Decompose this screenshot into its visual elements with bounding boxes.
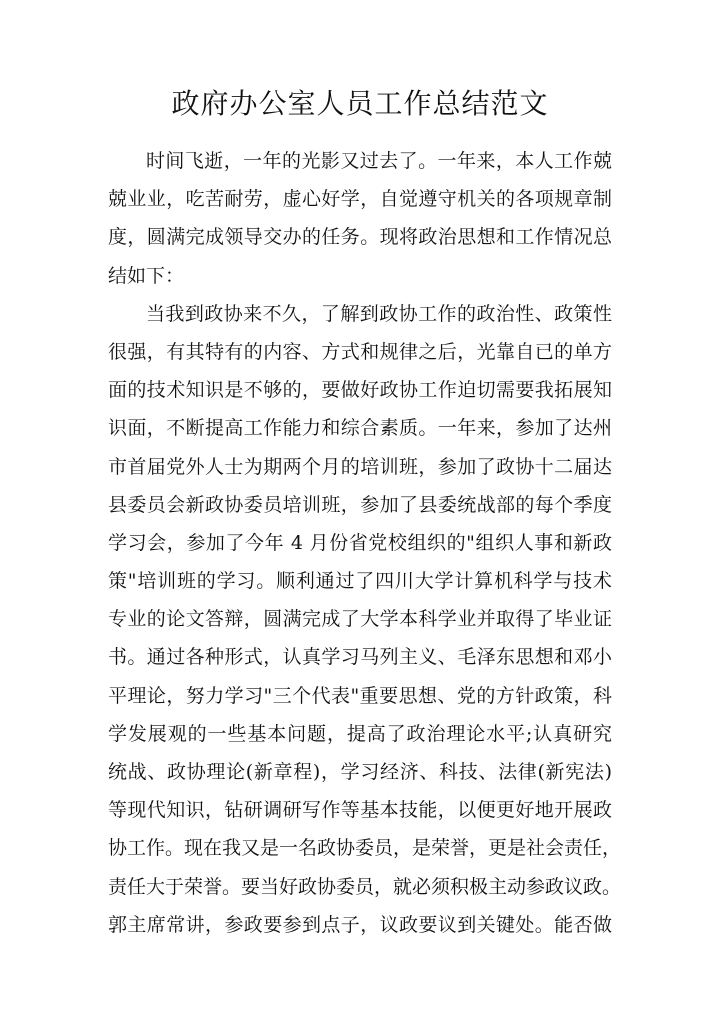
paragraph-2-line-3: 面的技术知识是不够的，要做好政协工作迫切需要我拓展知 bbox=[108, 379, 612, 402]
paragraph-2-line-12: 学发展观的一些基本问题，提高了政治理论水平;认真研究 bbox=[108, 722, 612, 745]
paragraph-2-line-9: 专业的论文答辩，圆满完成了大学本科学业并取得了毕业证 bbox=[108, 608, 612, 631]
paragraph-1-line-4: 结如下： bbox=[108, 264, 185, 287]
paragraph-2-line-8: 策"培训班的学习。顺利通过了四川大学计算机科学与技术 bbox=[108, 570, 612, 593]
paragraph-2-line-15: 协工作。现在我又是一名政协委员，是荣誉，更是社会责任， bbox=[108, 837, 622, 860]
paragraph-2-line-10: 书。通过各种形式，认真学习马列主义、毛泽东思想和邓小 bbox=[108, 646, 612, 669]
paragraph-1-line-2: 兢业业，吃苦耐劳，虚心好学，自觉遵守机关的各项规章制 bbox=[108, 188, 612, 211]
paragraph-2-line-5: 市首届党外人士为期两个月的培训班，参加了政协十二届达 bbox=[108, 455, 612, 478]
paragraph-2-line-11: 平理论，努力学习"三个代表"重要思想、党的方针政策，科 bbox=[108, 684, 612, 707]
paragraph-1-line-3: 度，圆满完成领导交办的任务。现将政治思想和工作情况总 bbox=[108, 226, 612, 249]
paragraph-2-line-14: 等现代知识，钻研调研写作等基本技能，以便更好地开展政 bbox=[108, 799, 612, 822]
paragraph-2-line-7: 学习会，参加了今年 4 月份省党校组织的"组织人事和新政 bbox=[108, 531, 612, 554]
document-title: 政府办公室人员工作总结范文 bbox=[171, 87, 549, 120]
paragraph-1-line-1: 时间飞逝，一年的光影又过去了。一年来，本人工作兢 bbox=[146, 150, 612, 172]
paragraph-2-line-13: 统战、政协理论(新章程)，学习经济、科技、法律(新宪法) bbox=[108, 761, 612, 783]
paragraph-2-line-2: 很强，有其特有的内容、方式和规律之后，光靠自已的单方 bbox=[108, 340, 612, 363]
paragraph-2-line-4: 识面，不断提高工作能力和综合素质。一年来，参加了达州 bbox=[108, 417, 612, 440]
paragraph-2-line-17: 郭主席常讲，参政要参到点子，议政要议到关键处。能否做 bbox=[108, 913, 612, 936]
paragraph-2-line-1: 当我到政协来不久，了解到政协工作的政治性、政策性 bbox=[146, 302, 612, 325]
document-body bbox=[108, 142, 622, 944]
paragraph-2-line-6: 县委员会新政协委员培训班，参加了县委统战部的每个季度 bbox=[108, 493, 612, 516]
paragraph-2-line-16: 责任大于荣誉。要当好政协委员，就必须积极主动参政议政。 bbox=[108, 875, 622, 898]
